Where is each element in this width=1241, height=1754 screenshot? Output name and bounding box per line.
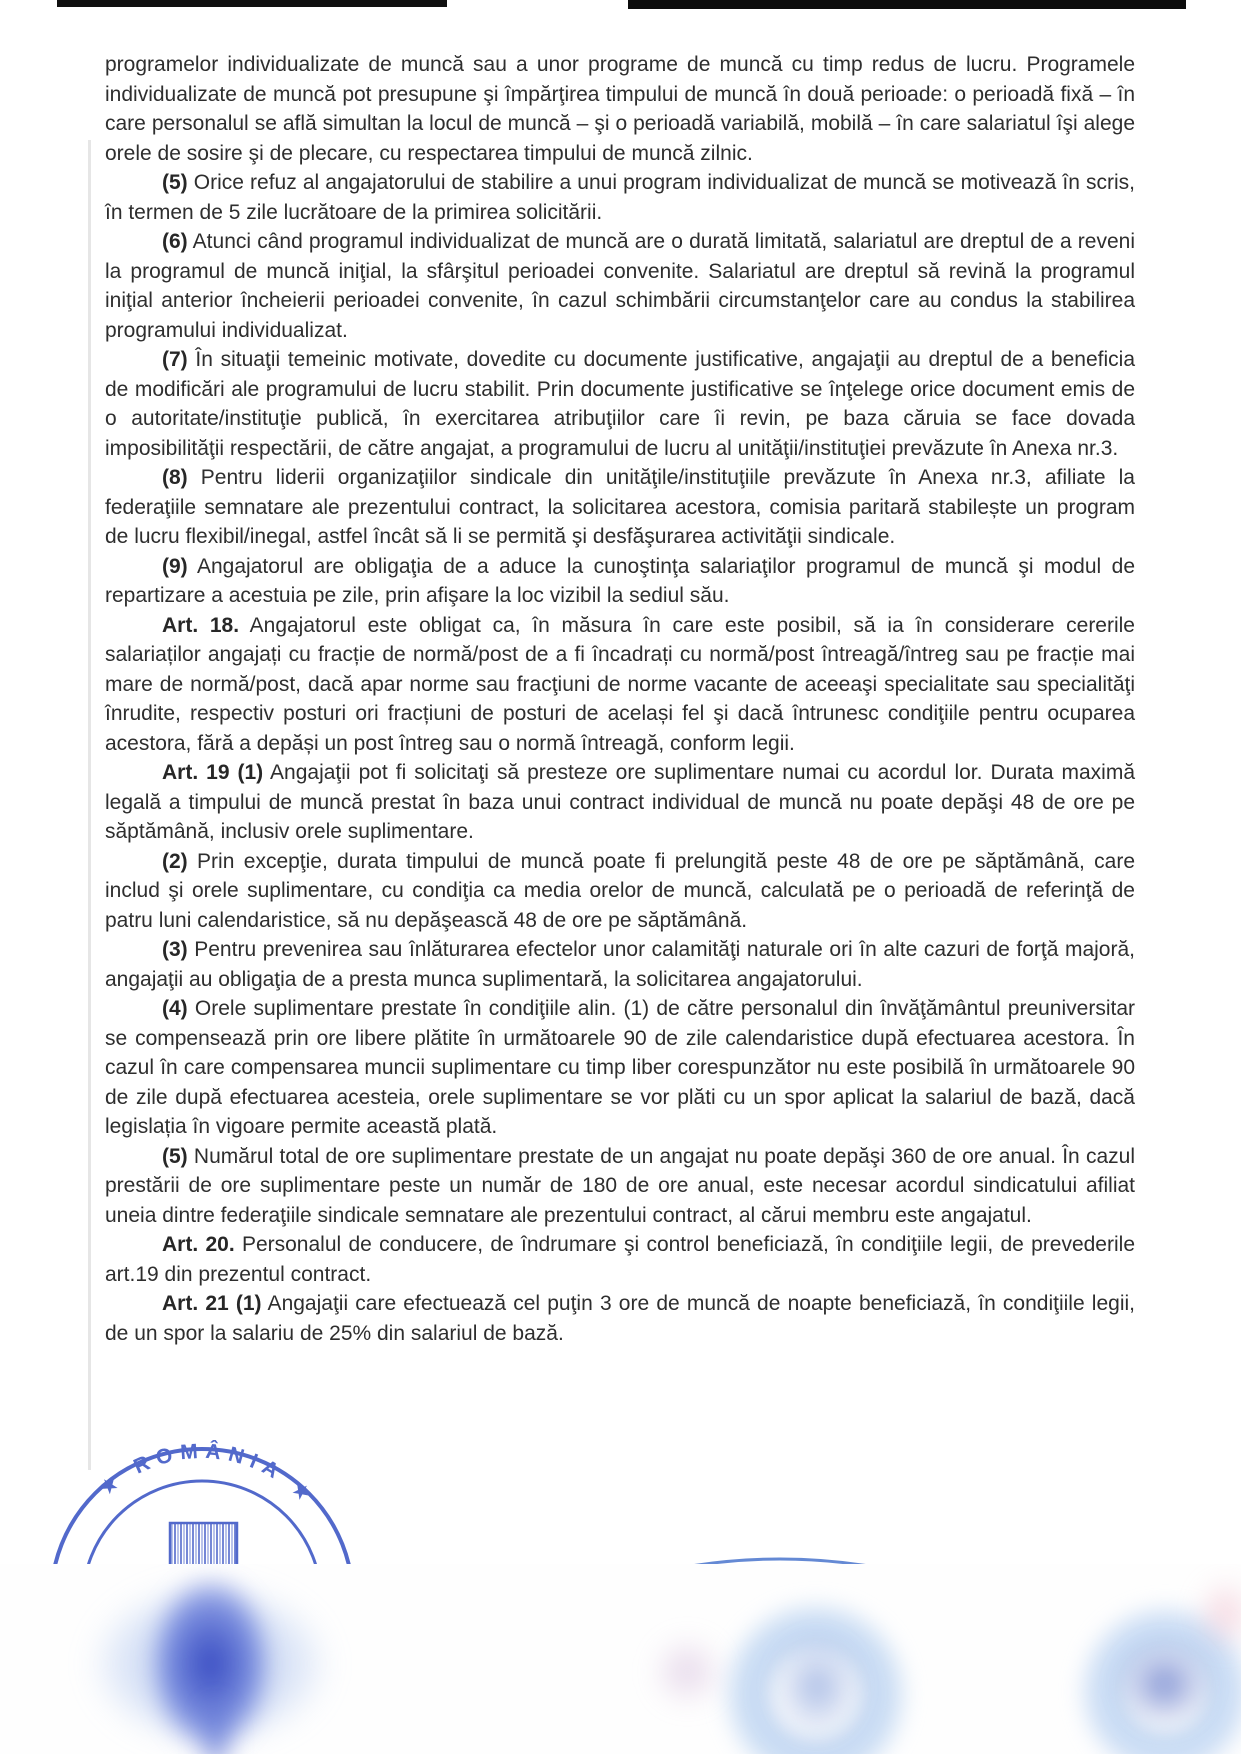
paragraph [105,227,1135,345]
paragraph [105,611,1135,759]
paragraph-text: Angajaţii pot fi solicitaţi să presteze ore suplimentare numai cu acordul lor. Durata maximă legală a timpului de muncă prestat în baza unui contract individual de muncă nu poate depăşi 48 de ore pe săptămână, inclusiv orele suplimentare. [105,761,1135,843]
paragraph-lead: (5) [162,171,188,194]
stamp-coat-of-arms [170,1523,237,1564]
blurred-stamp-left-stem [193,1684,239,1754]
paragraph-lead: Art. 18. [162,613,240,637]
paragraph-text: Atunci când programul individualizat de muncă are o durată limitată, salariatul are dreptul de a reveni la programul de muncă iniţial, la sfârşitul perioadei convenite. Salariatul are dreptul să revină la programul iniţial anterior încheierii perioadei convenite, în cazul schimbării circumstanţelor care au condus la stabilirea programului individualizat. [105,230,1135,342]
paragraph-text: Prin excepţie, durata timpului de muncă poate fi prelungită peste 48 de ore pe săptămână, care includ şi orele suplimentare, cu condiţia ca media orelor de muncă, calculată pe o perioadă de referinţă de patru luni calendaristice, să nu depăşească 48 de ore pe săptămână. [105,849,1135,932]
paragraph-text: Orice refuz al angajatorului de stabilire a unui program individualizat de muncă se motivează în scris, în termen de 5 zile lucrătoare de la primirea solicitării. [105,171,1135,224]
paragraph-text: Angajatorul are obligaţia de a aduce la cunoştinţa salariaţilor programul de muncă şi modul de repartizare a acestuia pe zile, prin afişare la loc vizibil la sediul său. [105,554,1135,607]
paragraph [105,935,1135,994]
union-stamp-arcs [0,1525,1241,1564]
stamp-ring-text-top: ★ ROMÂNIA ★ [94,1440,321,1512]
paragraph [105,758,1135,847]
paragraph [105,463,1135,552]
paragraph [105,168,1135,227]
paragraph-lead: (9) [162,554,188,578]
paragraph [105,1142,1135,1231]
paragraph-lead: (7) [162,348,188,371]
paragraph-lead: Art. 19 (1) [162,761,264,784]
scan-edge-artifact-left [57,0,447,7]
svg-text:★ ROMÂNIA ★ [95,1440,320,1511]
paragraph [105,50,1135,168]
paragraph-lead: (8) [162,466,188,489]
privacy-blur-band [0,1564,1241,1754]
paragraph-text: programelor individualizate de muncă sau a unor programe de muncă cu timp redus de lucru. Programele individualizate de muncă pot presupune şi împărţirea timpului de muncă în două perioade: o perioadă fixă – în care personalul se află simultan la locul de muncă – şi o perioadă variabilă, mobilă – în care salariatul îşi alege orele de sosire şi de plecare, cu respectarea timpului de muncă zilnic. [105,53,1135,165]
scan-line-artifact [88,140,91,1470]
paragraph-text: Angajatorul este obligat ca, în măsura în care este posibil, să ia în considerare cererile salariaților angajați cu fracție de normă/post de a fi încadrați cu normă/post întreagă/întreg sau pe fracție mai mare de normă/post, dacă apar norme sau fracţiuni de norme vacante de aceeaşi specialitate sau specialităţi înrudite, respectiv posturi ori fracțiuni de posturi de același fel şi dacă întrunesc condiţiile pentru ocuparea acestora, fără a depăși un post întreg sau o normă întreagă, conform legii. [105,613,1135,755]
paragraph-text: Pentru liderii organizaţiilor sindicale din unităţile/instituţiile prevăzute în Anexa nr.3, afiliate la federaţiile semnatare ale prezentului contract, la solicitarea acestora, comisia paritară stabilește un program de lucru flexibil/inegal, astfel încât să li se permită şi desfăşurarea activităţii sindicale. [105,466,1135,548]
ministry-round-stamp [30,1440,380,1564]
paragraph-lead: Art. 20. [162,1233,235,1256]
paragraph-lead: (6) [162,230,188,253]
paragraph-lead: (2) [162,849,188,873]
paragraph [105,552,1135,611]
paragraph [105,847,1135,936]
paragraph-lead: (4) [162,997,188,1020]
paragraph-text: Orele suplimentare prestate în condiţiile alin. (1) de către personalul din învăţământul preuniversitar se compensează prin ore libere plătite în următoarele 90 de zile calendaristice după efectuarea acestora. În cazul în care compensarea muncii suplimentare cu timp liber corespunzător nu este posibilă în următoarele 90 de zile după efectuarea acesteia, orele suplimentare se vor plăti cu un spor aplicat la salariul de bază, dacă legislația în vigoare permite această plată. [105,997,1135,1138]
paragraph-lead: (5) [162,1144,188,1168]
paragraph [105,1230,1135,1289]
stamp-inner-ring [83,1481,321,1564]
paragraph-text: Numărul total de ore suplimentare prestate de un angajat nu poate depăşi 360 de ore anual. În cazul prestării de ore suplimentare peste un număr de 180 de ore anual, este necesar acordul sindicatului afiliat uneia dintre federaţiile sindicale semnatare ale prezentului contract, al cărui membru este angajatul. [105,1144,1135,1227]
paragraph-lead: Art. 21 (1) [162,1292,262,1315]
paragraph [105,1289,1135,1348]
blurred-stamp-right-smudge [1188,1566,1241,1661]
scan-edge-artifact-right [628,0,1186,9]
blurred-stamp-middle-core [760,1619,875,1754]
paragraph [105,994,1135,1142]
paragraph-text: Pentru prevenirea sau înlăturarea efectelor unor calamităţi naturale ori în alte cazuri de forţă majoră, angajaţii au obligaţia de a presta munca suplimentară, la solicitarea angajatorului. [105,938,1135,991]
paragraph-text: Personalul de conducere, de îndrumare şi control beneficiază, în condiţiile legii, de prevederile art.19 din prezentul contract. [105,1233,1135,1286]
paragraph-text: În situaţii temeinic motivate, dovedite cu documente justificative, angajaţii au dreptul de a beneficia de modificări ale programului de lucru stabilit. Prin documente justificative se înţelege orice document emis de o autoritate/instituţie publică, în exercitarea atribuţiilor care îi revin, pe baza căruia se face dovada imposibilităţii respectării, de către angajat, a programului de lucru al unităţii/instituţiei prevăzute în Anexa nr.3. [105,348,1135,460]
document-body [105,50,1135,1348]
paragraph-text: Angajaţii care efectuează cel puţin 3 ore de muncă de noapte beneficiază, în condiţiile legii, de un spor la salariu de 25% din salariul de bază. [105,1292,1135,1345]
paragraph-lead: (3) [162,938,188,961]
paragraph [105,345,1135,463]
stamp-outer-ring [51,1449,353,1564]
